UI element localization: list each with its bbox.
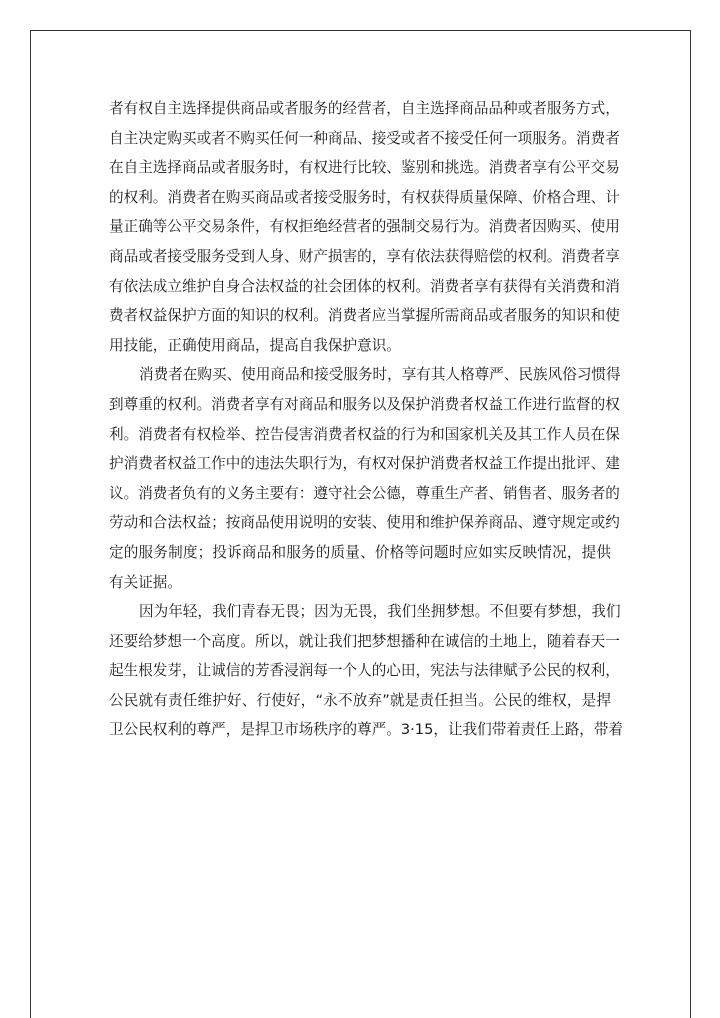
paragraph-3-line-4: 公民就有责任维护好、行使好，“永不放弃”就是责任担当。公民的维权，是捍 (109, 691, 611, 709)
paragraph-1-line-4: 的权利。消费者在购买商品或者接受服务时，有权获得质量保障、价格合理、计 (109, 188, 620, 206)
paragraph-2-line-5: 议。消费者负有的义务主要有：遵守社会公德，尊重生产者、销售者、服务者的 (109, 484, 620, 502)
paragraph-2-line-7: 定的服务制度；投诉商品和服务的质量、价格等问题时应如实反映情况，提供 (109, 543, 611, 561)
paragraph-1-line-9: 用技能，正确使用商品，提高自我保护意识。 (109, 336, 401, 354)
paragraph-3-line-3: 起生根发芽，让诚信的芳香浸润每一个人的心田，宪法与法律赋予公民的权利， (109, 662, 620, 680)
paragraph-1-line-7: 有依法成立维护自身合法权益的社会团体的权利。消费者享有获得有关消费和消 (109, 277, 620, 295)
paragraph-2 (109, 360, 621, 597)
paragraph-1-line-3: 在自主选择商品或者服务时，有权进行比较、鉴别和挑选。消费者享有公平交易 (109, 159, 620, 177)
paragraph-2-line-2: 到尊重的权利。消费者享有对商品和服务以及保护消费者权益工作进行监督的权 (109, 395, 620, 413)
paragraph-2-line-4: 护消费者权益工作中的违法失职行为，有权对保护消费者权益工作提出批评、建 (109, 455, 620, 473)
paragraph-1-line-8: 费者权益保护方面的知识的权利。消费者应当掌握所需商品或者服务的知识和使 (109, 307, 620, 325)
paragraph-2-line-6: 劳动和合法权益；按商品使用说明的安装、使用和维护保养商品、遵守规定或约 (109, 514, 620, 532)
paragraph-1-line-2: 自主决定购买或者不购买任何一种商品、接受或者不接受任何一项服务。消费者 (109, 129, 620, 147)
paragraph-1-line-6: 商品或者接受服务受到人身、财产损害的，享有依法获得赔偿的权利。消费者享 (109, 247, 620, 265)
paragraph-3-line-2: 还要给梦想一个高度。所以，就让我们把梦想播种在诚信的土地上，随着春天一 (109, 632, 620, 650)
paragraph-2-line-3: 利。消费者有权检举、控告侵害消费者权益的行为和国家机关及其工作人员在保 (109, 425, 620, 443)
document-body (109, 94, 624, 745)
paragraph-1-line-5: 量正确等公平交易条件，有权拒绝经营者的强制交易行为。消费者因购买、使用 (109, 218, 620, 236)
paragraph-1 (109, 94, 620, 360)
paragraph-2-line-1: 消费者在购买、使用商品和接受服务时，享有其人格尊严、民族风俗习惯得 (139, 366, 621, 384)
paragraph-3-line-5: 卫公民权利的尊严，是捍卫市场秩序的尊严。3·15，让我们带着责任上路，带着 (109, 721, 624, 739)
paragraph-2-line-8: 有关证据。 (109, 573, 182, 591)
paragraph-3-line-1: 因为年轻，我们青春无畏；因为无畏，我们坐拥梦想。不但要有梦想，我们 (139, 603, 621, 621)
paragraph-3 (109, 597, 624, 745)
paragraph-1-line-1: 者有权自主选择提供商品或者服务的经营者，自主选择商品品种或者服务方式， (109, 100, 620, 117)
